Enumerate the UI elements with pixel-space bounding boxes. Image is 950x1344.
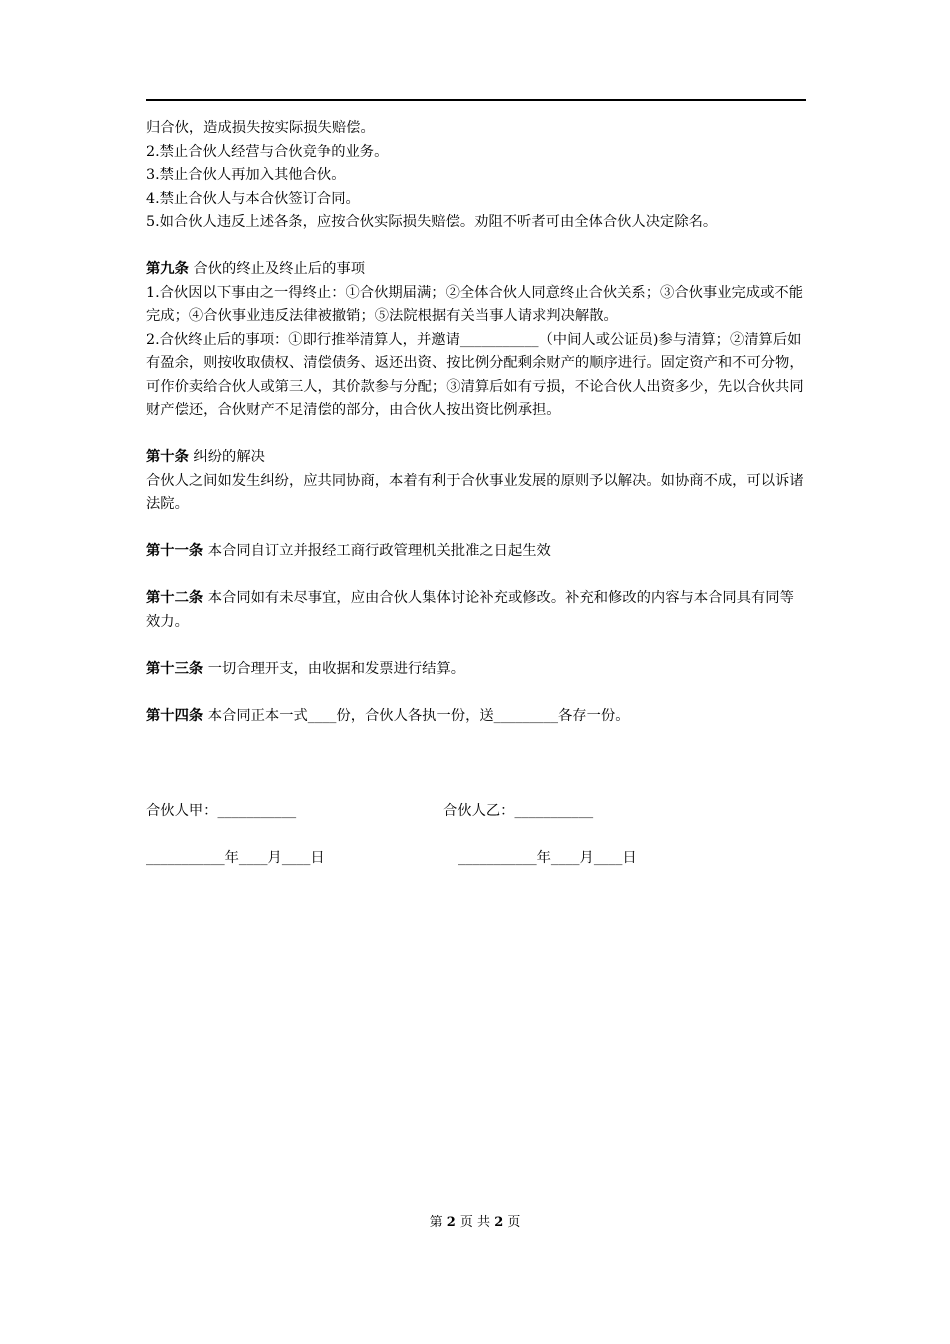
article-12 [146,587,806,634]
article-number: 第十一条 [146,543,204,559]
party-b-signature: 合伙人乙：___________ [443,803,594,819]
header-rule [146,99,806,101]
article-text: 本合同自订立并报经工商行政管理机关批准之日起生效 [203,543,551,559]
article-10-heading [146,446,806,470]
paragraph: 归合伙，造成损失按实际损失赔偿。 [146,120,375,136]
document-body [146,117,806,871]
article-number: 第十四条 [146,707,204,724]
article-11 [146,540,806,564]
article-text: 本合同正本一式____份，合伙人各执一份，送_________各存一份。 [203,707,630,724]
article-title: 纠纷的解决 [188,449,265,465]
paragraph: 2.禁止合伙人经营与合伙竞争的业务。 [146,143,389,160]
paragraph: 2.合伙终止后的事项：①即行推举清算人，并邀请___________（中间人或公证员)参与清算；②清算后如有盈余，则按收取债权、清偿债务、返还出资、按比例分配剩余财产的顺序进行。固定资产和不可分物，可作价卖给合伙人或第三人，其价款参与分配；③清算后如有亏损，不论合伙人出资多少，先以合伙共同财产偿还，合伙财产不足清偿的部分，由合伙人按出资比例承担。 [146,331,804,418]
paragraph: 合伙人之间如发生纠纷，应共同协商，本着有利于合伙事业发展的原则予以解决。如协商不成，可以诉诸法院。 [146,472,804,512]
paragraph: 4.禁止合伙人与本合伙签订合同。 [146,190,360,207]
party-a-signature: 合伙人甲：___________ [146,803,297,819]
footer-text: 页 共 [455,1215,495,1230]
page-total: 2 [494,1215,504,1230]
article-text: 本合同如有未尽事宜，应由合伙人集体讨论补充或修改。补充和修改的内容与本合同具有同等效力。 [146,590,794,630]
page-number: 2 [446,1215,456,1230]
page-footer [0,1214,950,1232]
date-row [146,847,806,871]
footer-text: 第 [429,1215,447,1230]
article-number: 第十三条 [146,660,204,677]
article-text: 一切合理开支，由收据和发票进行结算。 [203,660,466,677]
article-number: 第十二条 [146,590,204,606]
signature-row [146,800,806,824]
article-number: 第九条 [146,261,189,277]
paragraph: 1.合伙因以下事由之一得终止：①合伙期届满；②全体合伙人同意终止合伙关系；③合伙事业完成或不能完成；④合伙事业违反法律被撤销；⑤法院根据有关当事人请求判决解散。 [146,284,803,324]
party-b-date: ___________年____月____日 [458,850,637,866]
article-9-heading [146,258,806,282]
article-title: 合伙的终止及终止后的事项 [188,261,365,277]
footer-text: 页 [503,1215,521,1230]
article-14 [146,705,806,729]
article-number: 第十条 [146,449,189,465]
party-a-date: ___________年____月____日 [146,850,325,866]
article-13 [146,658,806,682]
paragraph: 5.如合伙人违反上述各条，应按合伙实际损失赔偿。劝阻不听者可由全体合伙人决定除名。 [146,214,718,230]
paragraph: 3.禁止合伙人再加入其他合伙。 [146,167,346,183]
